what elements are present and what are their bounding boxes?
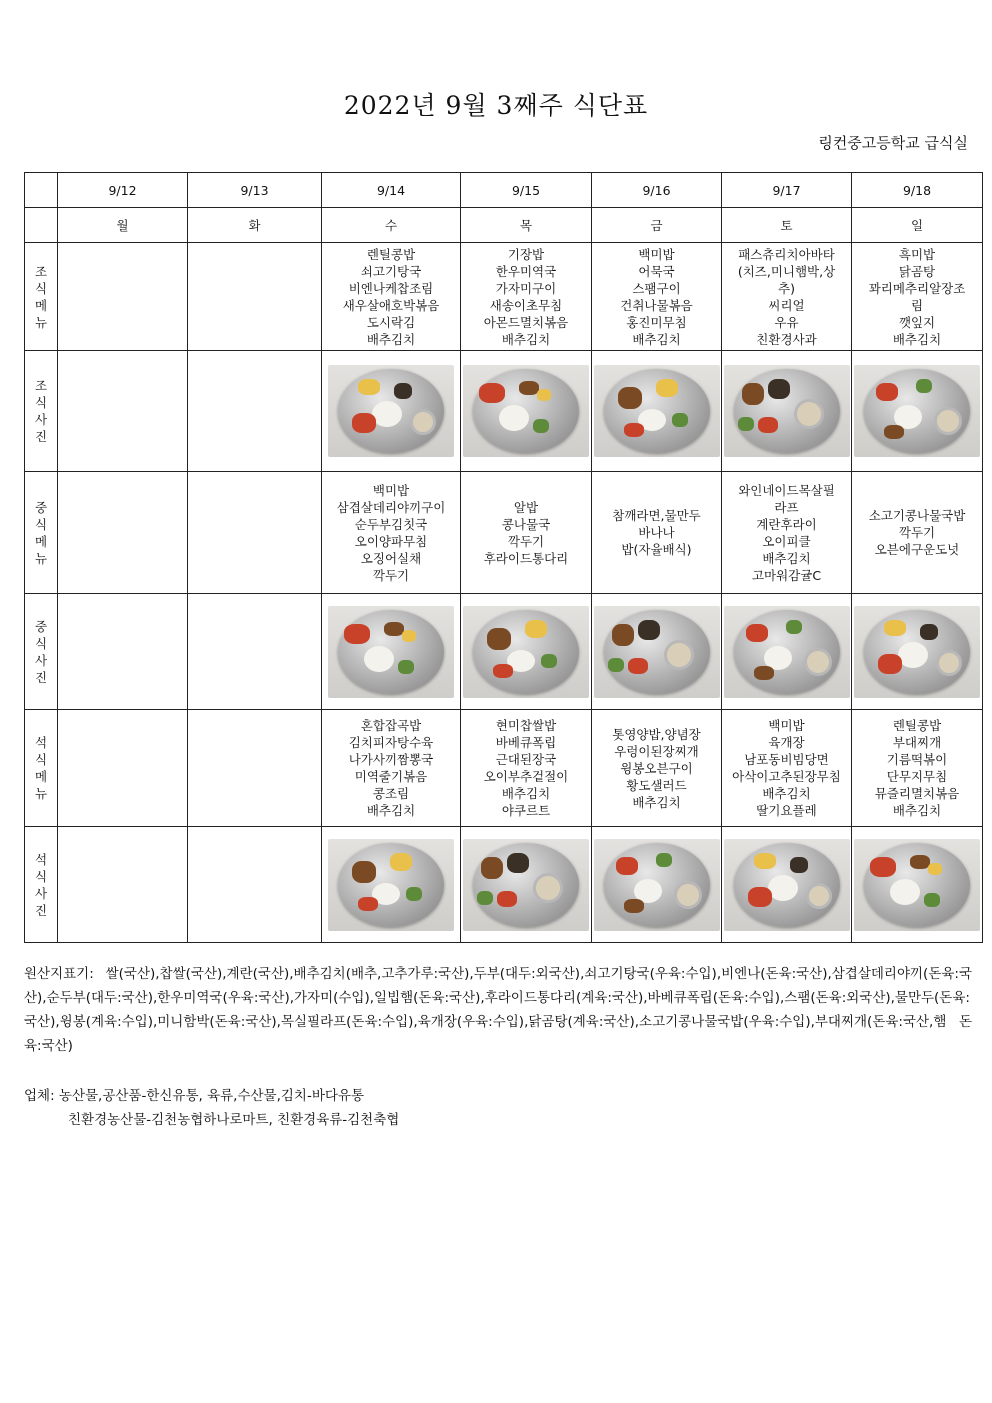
menu-item: 나가사끼짬뽕국 [348, 752, 434, 767]
weekday-cell: 금 [592, 208, 722, 243]
food-portion [479, 383, 505, 403]
meal-photo [724, 606, 850, 698]
origin-notice: 원산지표기: 쌀(국산),찹쌀(국산),계란(국산),배추김치(배추,고추가루:국산),두부(대두:외국산),쇠고기탕국(우육:수입),비엔나(돈육:국산),삼겹살데리야끼(돈육:국산),순두부(대두:국산),한우미역국(우육:국산),가자미(수입),일빕햄(돈육:국산),후라이드통다리(계육:국산),바베큐폭립(돈육:수입),스팸(돈육:외국산),물만두(돈육:국산),윙봉(계육:수입),미니함박(돈육:국산),목실필라프(돈육:수입),육개장(우육:수입),닭곰탕(계육:국산),소고기콩나물국밥(우육:수입),부대찌개(돈육:국산,햄 돈육:국산) [24, 966, 972, 1054]
row-label-char: 식 [34, 635, 48, 651]
food-portion [884, 620, 906, 636]
menu-item: 알밥 [513, 499, 539, 515]
lunch-photo-row [25, 594, 983, 710]
food-portion [364, 646, 394, 672]
food-portion [618, 387, 642, 409]
row-label-char: 진 [34, 429, 48, 444]
row-label-char: 뉴 [34, 786, 48, 801]
food-portion [742, 383, 764, 405]
row-label-char: 사 [34, 885, 48, 901]
menu-item: 배추김치 [762, 786, 811, 801]
food-portion [616, 857, 638, 875]
food-portion [352, 861, 376, 883]
food-portion [352, 413, 376, 433]
food-portion [507, 853, 529, 873]
corner-cell [25, 208, 58, 243]
menu-item: 순두부김칫국 [354, 516, 428, 532]
row-label-char: 뉴 [34, 314, 48, 330]
food-portion [878, 654, 902, 674]
food-portion [768, 379, 790, 399]
breakfast-menu-cell [852, 243, 983, 351]
menu-item: 렌틸콩밥 [366, 246, 416, 262]
menu-item: 계란후라이 [756, 516, 817, 532]
menu-item: 꽈리메추리알장조 [868, 280, 966, 296]
menu-item: 배추김치 [632, 794, 681, 810]
menu-item: 혼합잡곡밥 [360, 718, 422, 733]
dinner-photo-label [25, 827, 58, 943]
food-portion [624, 423, 644, 437]
lunch-menu-cell [188, 472, 322, 594]
row-label-char: 메 [34, 533, 48, 549]
breakfast-menu-cell [722, 243, 852, 351]
menu-item: 씨리얼 [768, 297, 805, 313]
row-label-char: 뉴 [34, 550, 48, 566]
food-portion [638, 620, 660, 640]
menu-item: 깻잎지 [898, 314, 936, 330]
meal-photo [854, 839, 980, 931]
date-cell: 9/15 [461, 173, 592, 208]
menu-item: 아몬드멸치볶음 [483, 314, 569, 330]
food-portion [525, 620, 547, 638]
menu-item: 배추김치 [762, 550, 811, 566]
menu-item: 림 [910, 297, 924, 313]
food-portion [664, 640, 694, 670]
school-name: 링컨중고등학교 급식실 [818, 134, 968, 152]
row-label-char: 석 [34, 851, 48, 867]
row-label-char: 식 [34, 516, 48, 532]
menu-item: 바나나 [638, 525, 675, 540]
meal-photo [328, 365, 454, 457]
food-portion [768, 875, 798, 901]
vendor-line-2: 친환경농산물-김천농협하나로마트, 친환경육류-김천축협 [68, 1112, 400, 1128]
food-portion [390, 853, 412, 871]
menu-table [24, 172, 983, 943]
dinner-photo-cell [322, 827, 461, 943]
food-portion [790, 857, 808, 873]
dinner-menu-label [25, 710, 58, 827]
breakfast-menu-label [25, 243, 58, 351]
food-portion [394, 383, 412, 399]
lunch-photo-cell [722, 594, 852, 710]
menu-item: 깍두기 [372, 567, 410, 583]
lunch-menu-label [25, 472, 58, 594]
food-portion [884, 425, 904, 439]
weekday-cell: 화 [188, 208, 322, 243]
menu-item: 렌틸콩밥 [892, 718, 942, 733]
menu-item: 후라이드통다리 [483, 550, 569, 566]
page-title: 2022년 9월 3째주 식단표 [343, 91, 649, 120]
menu-item: 홍진미무침 [626, 314, 687, 330]
menu-item: 남포동비빔당면 [744, 752, 829, 767]
menu-item: 쇠고기탕국 [360, 263, 422, 279]
menu-item: 배추김치 [366, 331, 416, 347]
food-portion [928, 863, 942, 875]
menu-item: 배추김치 [892, 803, 942, 818]
food-portion [358, 897, 378, 911]
menu-item: 고마워감귤C [751, 567, 822, 583]
weekday-cell: 수 [322, 208, 461, 243]
vendor-line-1: 업체: 농산물,공산품-한신유통, 육류,수산물,김치-바다유통 [24, 1088, 364, 1104]
dinner-photo-cell [461, 827, 592, 943]
weekday-row [25, 208, 983, 243]
menu-item: 한우미역국 [495, 263, 557, 279]
food-portion [372, 401, 402, 427]
menu-item: 배추김치 [366, 803, 416, 818]
menu-item: 가자미구이 [495, 280, 557, 296]
meal-photo [854, 365, 980, 457]
lunch-photo-label [25, 594, 58, 710]
breakfast-photo-cell [722, 351, 852, 472]
menu-item: 육개장 [768, 735, 805, 750]
lunch-menu-cell [58, 472, 188, 594]
row-label-char: 조 [34, 378, 48, 393]
row-label-char: 식 [34, 395, 48, 410]
food-portion [612, 624, 634, 646]
dinner-menu-cell [852, 710, 983, 827]
lunch-photo-cell [188, 594, 322, 710]
row-label-char: 석 [34, 735, 48, 750]
menu-item: 기름떡볶이 [886, 752, 948, 767]
dinner-photo-cell [722, 827, 852, 943]
menu-item: 톳영양밥,양념장 [612, 726, 701, 742]
menu-item: 콩나물국 [501, 516, 551, 532]
food-portion [786, 620, 802, 634]
food-portion [794, 399, 824, 429]
menu-item: 밥(자율배식) [621, 542, 692, 557]
lunch-menu-cell [852, 472, 983, 594]
meal-photo [594, 365, 720, 457]
menu-item: 뮤즐리멸치볶음 [874, 786, 960, 801]
dinner-menu-cell [722, 710, 852, 827]
row-label-char: 메 [34, 769, 48, 784]
food-portion [656, 379, 678, 397]
date-row [25, 173, 983, 208]
breakfast-menu-cell [322, 243, 461, 351]
row-label-char: 진 [34, 669, 48, 685]
menu-item: 참깨라면,물만두 [612, 508, 701, 523]
row-label-char: 식 [34, 280, 48, 296]
row-label-char: 진 [34, 902, 48, 918]
food-portion [519, 381, 539, 395]
food-portion [406, 887, 422, 901]
food-portion [738, 417, 754, 431]
food-portion [672, 413, 688, 427]
menu-item: 라프 [774, 499, 799, 515]
corner-cell [25, 173, 58, 208]
date-cell: 9/18 [852, 173, 983, 208]
menu-item: 오븐에구운도넛 [874, 542, 960, 557]
breakfast-photo-cell [461, 351, 592, 472]
menu-item: 오이피클 [762, 533, 811, 549]
date-cell: 9/14 [322, 173, 461, 208]
food-portion [804, 648, 832, 676]
food-portion [493, 664, 513, 678]
lunch-menu-row [25, 472, 983, 594]
menu-item: 백미밥 [768, 718, 805, 733]
food-portion [910, 855, 930, 869]
dinner-menu-cell [188, 710, 322, 827]
lunch-photo-cell [58, 594, 188, 710]
dinner-photo-cell [188, 827, 322, 943]
menu-item: 현미찹쌀밥 [495, 718, 557, 733]
date-cell: 9/12 [58, 173, 188, 208]
dinner-menu-cell [322, 710, 461, 827]
row-label-char: 중 [34, 618, 48, 634]
breakfast-photo-cell [188, 351, 322, 472]
food-portion [344, 624, 370, 644]
meal-photo [724, 365, 850, 457]
food-portion [358, 379, 380, 395]
menu-item: 윙봉오븐구이 [620, 760, 693, 776]
weekday-cell: 일 [852, 208, 983, 243]
food-portion [541, 654, 557, 668]
row-label-char: 메 [34, 297, 48, 313]
food-portion [487, 628, 511, 650]
menu-item: 황도샐러드 [626, 777, 687, 793]
row-label-char: 중 [34, 499, 48, 515]
dinner-photo-cell [592, 827, 722, 943]
dinner-photo-cell [852, 827, 983, 943]
food-portion [806, 883, 832, 909]
menu-item: 근대된장국 [495, 752, 557, 767]
food-portion [656, 853, 672, 867]
menu-item: 추) [778, 280, 795, 296]
row-label-char: 사 [34, 652, 48, 668]
meal-photo [463, 606, 589, 698]
food-portion [758, 417, 778, 433]
food-portion [533, 873, 563, 903]
meal-photo [854, 606, 980, 698]
food-portion [876, 383, 898, 401]
lunch-photo-cell [322, 594, 461, 710]
menu-item: 바베큐폭립 [495, 735, 557, 750]
food-portion [533, 419, 549, 433]
weekday-cell: 월 [58, 208, 188, 243]
menu-item: 딸기요플레 [756, 803, 817, 818]
breakfast-photo-cell [322, 351, 461, 472]
food-portion [754, 853, 776, 869]
breakfast-menu-row [25, 243, 983, 351]
menu-item: 닭곰탕 [898, 263, 936, 279]
menu-item: 단무지무침 [886, 769, 948, 784]
food-portion [924, 893, 940, 907]
menu-item: 백미밥 [372, 482, 410, 498]
food-portion [890, 879, 920, 905]
dinner-photo-cell [58, 827, 188, 943]
menu-item: 김치피자탕수육 [348, 735, 434, 750]
menu-item: 깍두기 [898, 525, 936, 540]
food-portion [754, 666, 774, 680]
lunch-photo-cell [461, 594, 592, 710]
date-cell: 9/13 [188, 173, 322, 208]
menu-item: 깍두기 [507, 533, 545, 549]
menu-item: 비엔나케찹조림 [348, 280, 434, 296]
menu-item: 오이부추겉절이 [483, 769, 569, 784]
food-portion [916, 379, 932, 393]
breakfast-photo-cell [58, 351, 188, 472]
food-portion [402, 630, 416, 642]
lunch-menu-cell [722, 472, 852, 594]
menu-item: 소고기콩나물국밥 [868, 508, 966, 523]
menu-item: 패스츄리치아바타 [738, 246, 835, 262]
menu-item: 배추김치 [892, 331, 942, 347]
food-portion [398, 660, 414, 674]
meal-photo [724, 839, 850, 931]
menu-item: 흑미밥 [898, 246, 936, 262]
row-label-char: 조 [34, 263, 48, 279]
weekday-cell: 토 [722, 208, 852, 243]
menu-item: 새우살애호박볶음 [342, 297, 440, 313]
menu-item: 우유 [774, 314, 799, 330]
menu-item: 기장밥 [507, 246, 545, 262]
food-portion [497, 891, 517, 907]
food-portion [499, 405, 529, 431]
menu-item: 새송이초무침 [489, 297, 563, 313]
food-portion [674, 881, 702, 909]
meal-photo [463, 839, 589, 931]
menu-item: (치즈,미니햄박,상 [737, 263, 836, 279]
breakfast-photo-label [25, 351, 58, 472]
menu-item: 백미밥 [638, 246, 675, 262]
menu-item: 도시락김 [366, 314, 416, 330]
row-label-char: 식 [34, 868, 48, 884]
dinner-menu-cell [461, 710, 592, 827]
menu-item: 스팸구이 [632, 280, 681, 296]
date-cell: 9/16 [592, 173, 722, 208]
dinner-menu-cell [592, 710, 722, 827]
menu-item: 야쿠르트 [501, 803, 551, 818]
breakfast-menu-cell [58, 243, 188, 351]
dinner-photo-row [25, 827, 983, 943]
weekday-cell: 목 [461, 208, 592, 243]
lunch-menu-cell [592, 472, 722, 594]
menu-item: 와인네이드목살필 [738, 482, 835, 498]
date-cell: 9/17 [722, 173, 852, 208]
food-portion [934, 407, 962, 435]
menu-item: 부대찌개 [892, 735, 942, 750]
lunch-menu-cell [322, 472, 461, 594]
row-label-char: 식 [34, 752, 48, 767]
meal-photo [328, 606, 454, 698]
food-portion [410, 409, 436, 435]
menu-item: 콩조림 [372, 786, 410, 801]
food-portion [384, 622, 404, 636]
food-portion [608, 658, 624, 672]
food-portion [624, 899, 644, 913]
meal-photo [463, 365, 589, 457]
food-portion [537, 389, 551, 401]
meal-photo [594, 606, 720, 698]
food-portion [477, 891, 493, 905]
menu-item: 오징어실채 [360, 550, 422, 566]
menu-item: 미역줄기볶음 [354, 769, 428, 784]
food-portion [920, 624, 938, 640]
lunch-photo-cell [592, 594, 722, 710]
meal-photo [594, 839, 720, 931]
food-portion [628, 658, 648, 674]
menu-item: 오이양파무침 [354, 533, 428, 549]
menu-item: 배추김치 [632, 331, 681, 347]
food-portion [746, 624, 768, 642]
breakfast-photo-cell [852, 351, 983, 472]
menu-item: 우렁이된장찌개 [614, 743, 699, 759]
breakfast-photo-cell [592, 351, 722, 472]
vendor-notice [24, 1084, 972, 1132]
menu-item: 어묵국 [638, 263, 675, 279]
food-portion [936, 650, 962, 676]
food-portion [748, 887, 772, 907]
food-portion [481, 857, 503, 879]
menu-item: 친환경사과 [756, 331, 817, 347]
lunch-photo-cell [852, 594, 983, 710]
dinner-menu-row [25, 710, 983, 827]
row-label-char: 사 [34, 412, 48, 427]
food-portion [870, 857, 896, 877]
menu-item: 아삭이고추된장무침 [732, 769, 841, 784]
breakfast-menu-cell [592, 243, 722, 351]
meal-photo [328, 839, 454, 931]
menu-item: 배추김치 [501, 331, 551, 347]
menu-item: 삼겹살데리야끼구이 [336, 499, 446, 515]
breakfast-menu-cell [188, 243, 322, 351]
food-portion [898, 642, 928, 668]
breakfast-photo-row [25, 351, 983, 472]
lunch-menu-cell [461, 472, 592, 594]
breakfast-menu-cell [461, 243, 592, 351]
menu-item: 배추김치 [501, 786, 551, 801]
menu-item: 건취나물볶음 [620, 297, 693, 313]
dinner-menu-cell [58, 710, 188, 827]
